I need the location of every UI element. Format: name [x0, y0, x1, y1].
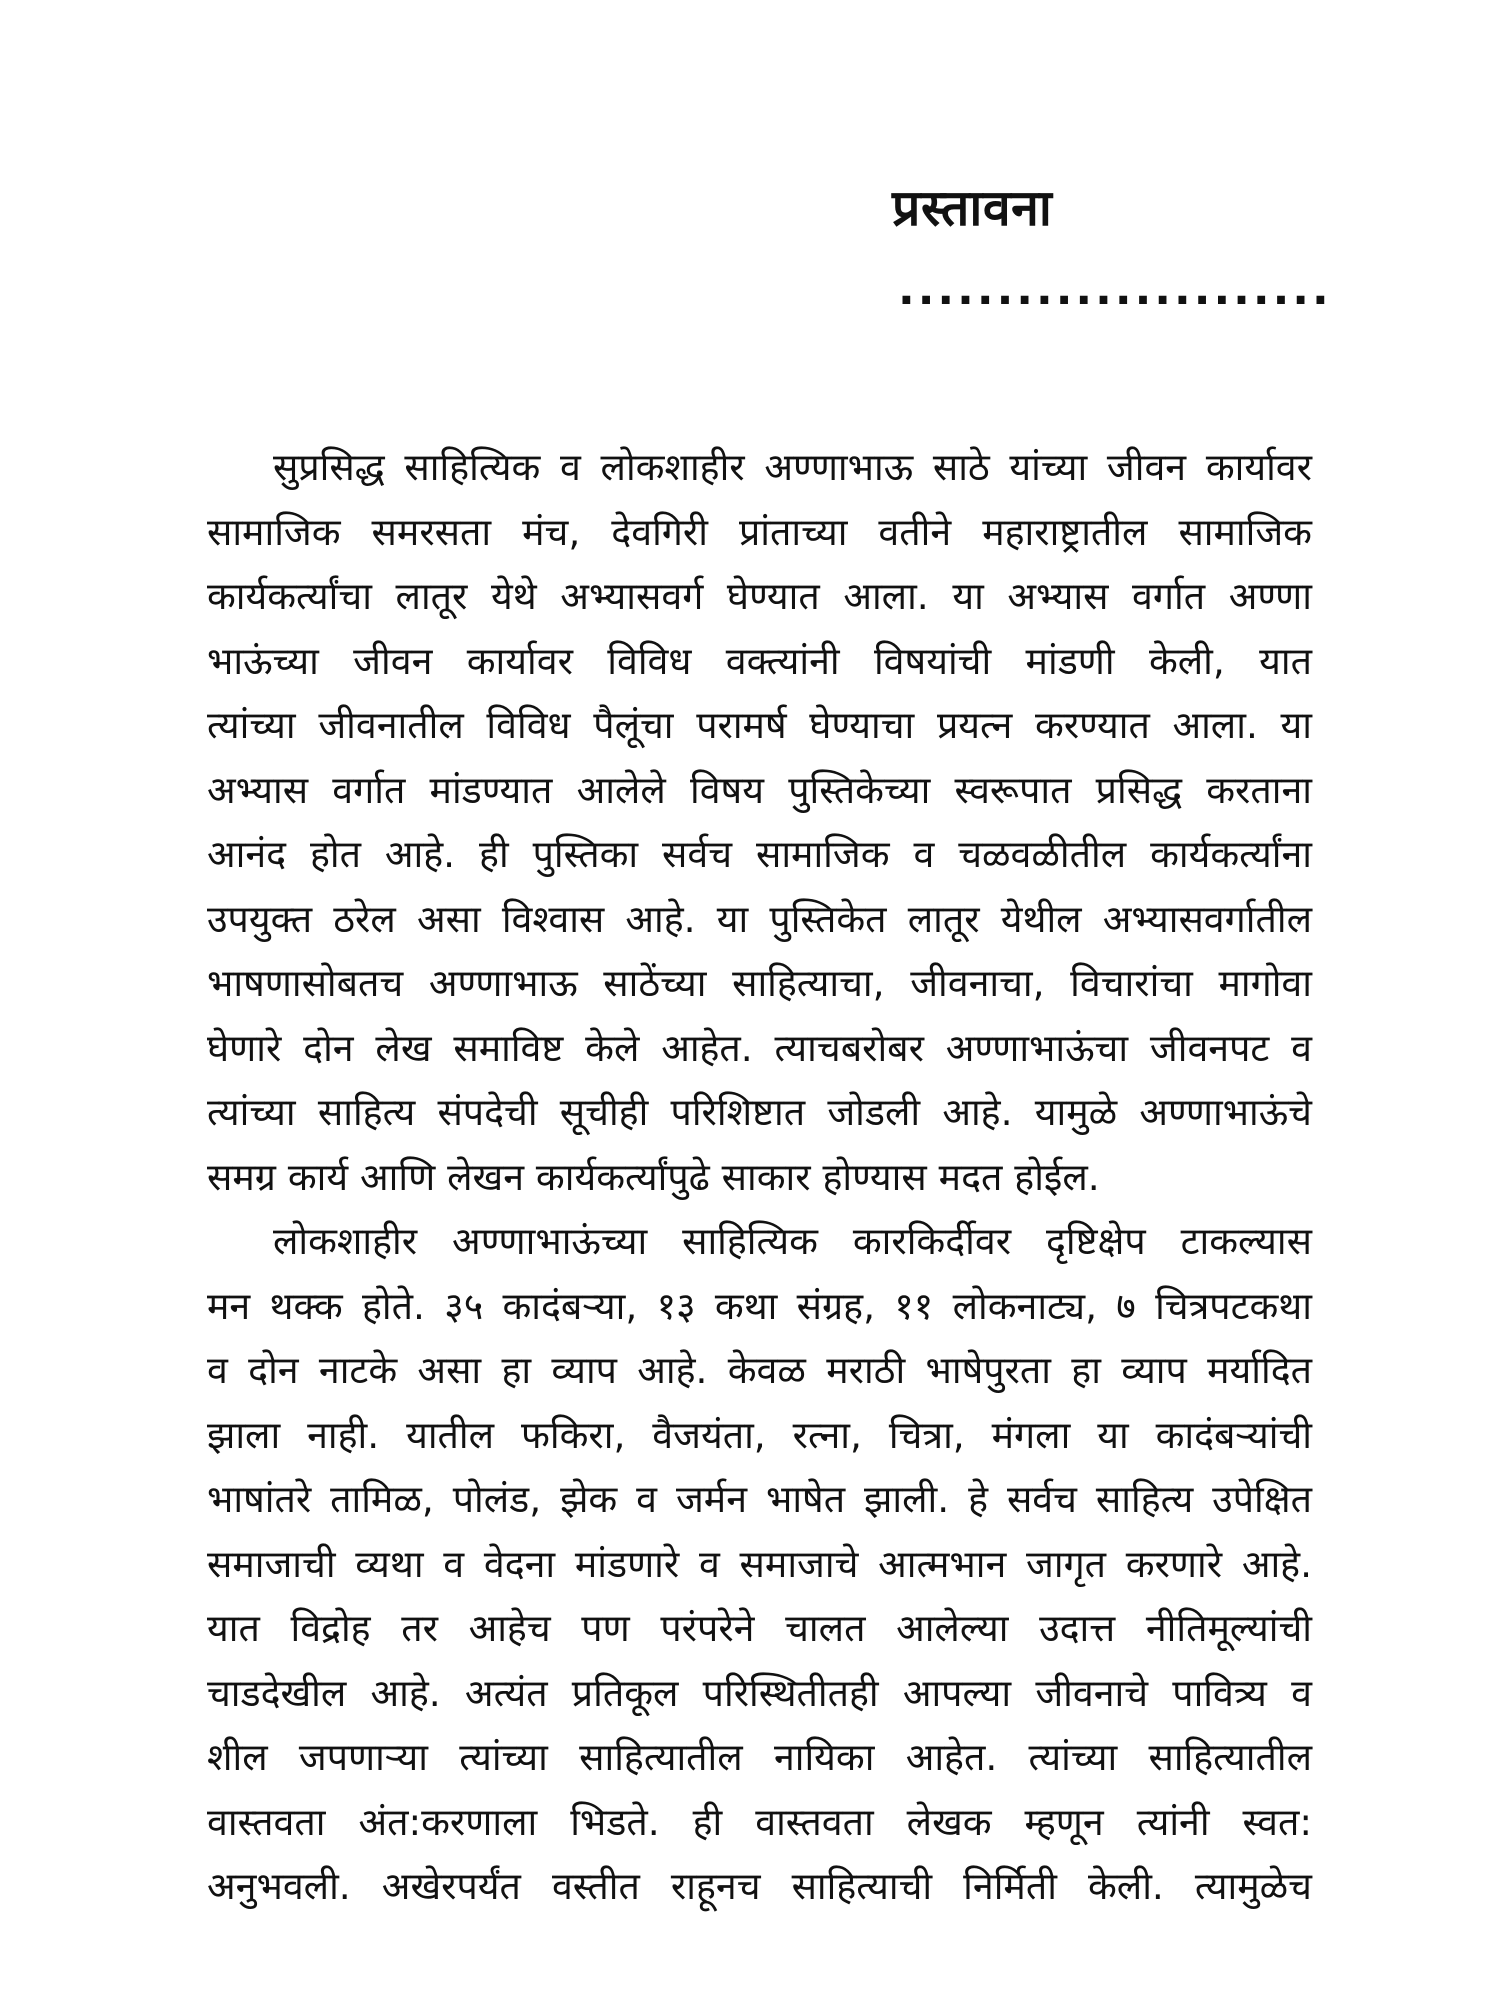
text-line: चाडदेखील आहे. अत्यंत प्रतिकूल परिस्थितीतही आपल्या जीवनाचे पावित्र्य व: [207, 1670, 1312, 1715]
text-line: वास्तवता अंत:करणाला भिडते. ही वास्तवता लेखक म्हणून त्यांनी स्वत:: [207, 1799, 1312, 1844]
paragraph-2: [207, 1209, 1312, 1919]
text-line: अभ्यास वर्गात मांडण्यात आलेले विषय पुस्तिकेच्या स्वरूपात प्रसिद्ध करताना: [207, 767, 1312, 812]
text-line: झाला नाही. यातील फकिरा, वैजयंता, रत्ना, चित्रा, मंगला या कादंबऱ्यांची: [207, 1412, 1312, 1457]
title-dotted-rule: ......................: [898, 264, 1332, 315]
text-line: लोकशाहीर अण्णाभाऊंच्या साहित्यिक कारकिर्दीवर दृष्टिक्षेप टाकल्यास: [273, 1219, 1312, 1263]
body-text: [207, 435, 1312, 1919]
text-line: त्यांच्या साहित्य संपदेची सूचीही परिशिष्टात जोडली आहे. यामुळे अण्णाभाऊंचे: [207, 1090, 1312, 1134]
text-line: समाजाची व्यथा व वेदना मांडणारे व समाजाचे आत्मभान जागृत करणारे आहे.: [207, 1541, 1312, 1586]
text-line: आनंद होत आहे. ही पुस्तिका सर्वच सामाजिक व चळवळीतील कार्यकर्त्यांना: [207, 832, 1312, 876]
text-line: कार्यकर्त्यांचा लातूर येथे अभ्यासवर्ग घेण्यात आला. या अभ्यास वर्गात अण्णा: [207, 574, 1312, 618]
text-line: सुप्रसिद्ध साहित्यिक व लोकशाहीर अण्णाभाऊ साठे यांच्या जीवन कार्यावर: [273, 445, 1312, 489]
text-line: व दोन नाटके असा हा व्याप आहे. केवळ मराठी भाषेपुरता हा व्याप मर्यादित: [207, 1348, 1312, 1392]
text-line: भाऊंच्या जीवन कार्यावर विविध वक्त्यांनी विषयांची मांडणी केली, यात: [207, 638, 1312, 683]
text-line: मन थक्क होते. ३५ कादंबऱ्या, १३ कथा संग्रह, ११ लोकनाट्य, ७ चित्रपटकथा: [207, 1283, 1312, 1328]
text-line: यात विद्रोह तर आहेच पण परंपरेने चालत आलेल्या उदात्त नीतिमूल्यांची: [207, 1606, 1312, 1650]
text-line: शील जपणाऱ्या त्यांच्या साहित्यातील नायिका आहेत. त्यांच्या साहित्यातील: [207, 1735, 1312, 1779]
text-line: समग्र कार्य आणि लेखन कार्यकर्त्यांपुढे साकार होण्यास मदत होईल.: [207, 1154, 1100, 1199]
text-line: घेणारे दोन लेख समाविष्ट केले आहेत. त्याचबरोबर अण्णाभाऊंचा जीवनपट व: [207, 1025, 1312, 1070]
text-line: उपयुक्त ठरेल असा विश्वास आहे. या पुस्तिकेत लातूर येथील अभ्यासवर्गातील: [207, 896, 1312, 941]
page-title: प्रस्तावना: [892, 179, 1053, 237]
text-line: त्यांच्या जीवनातील विविध पैलूंचा परामर्ष घेण्याचा प्रयत्न करण्यात आला. या: [207, 703, 1312, 747]
text-line: भाषांतरे तामिळ, पोलंड, झेक व जर्मन भाषेत झाली. हे सर्वच साहित्य उपेक्षित: [207, 1477, 1312, 1521]
paragraph-1: [207, 435, 1312, 1209]
text-line: सामाजिक समरसता मंच, देवगिरी प्रांताच्या वतीने महाराष्ट्रातील सामाजिक: [207, 509, 1312, 554]
text-line: भाषणासोबतच अण्णाभाऊ साठेंच्या साहित्याचा, जीवनाचा, विचारांचा मागोवा: [207, 961, 1312, 1005]
text-line: अनुभवली. अखेरपर्यंत वस्तीत राहूनच साहित्याची निर्मिती केली. त्यामुळेच: [207, 1864, 1312, 1908]
